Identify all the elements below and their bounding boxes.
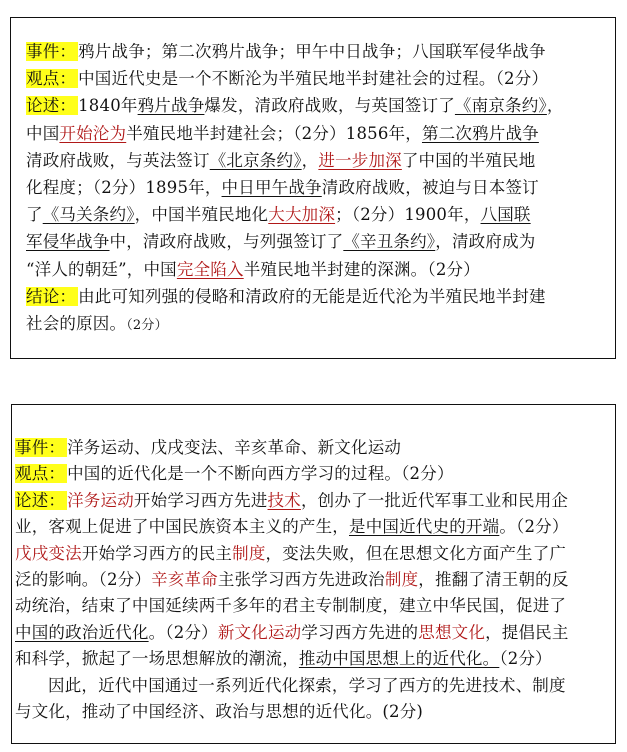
text-segment: 《辛丑条约》	[343, 232, 436, 252]
key-phrase: 洋务运动	[67, 490, 134, 510]
section-label: 论述：	[26, 96, 77, 116]
text-line	[26, 177, 539, 199]
section-label: 结论：	[26, 286, 77, 306]
text-segment: 主张学习西方先进政治	[217, 570, 385, 589]
text-line	[15, 543, 566, 565]
text-segment: 半殖民地半封建的深渊。（2分）	[243, 259, 480, 279]
text-segment: ，推翻了清王朝的反	[418, 570, 569, 589]
text-segment: （2分）	[126, 318, 168, 333]
text-line	[15, 463, 454, 485]
key-phrase: 完全陷入	[176, 259, 244, 279]
text-segment: ，清政府成为	[435, 232, 536, 252]
text-line	[26, 286, 546, 308]
text-segment: 推动中国思想上的近代化。	[298, 649, 500, 669]
text-segment: 1840年	[78, 96, 138, 116]
text-segment: 中国的近代化是一个不断向西方学习的过程。（2分）	[67, 464, 454, 484]
section-label: 观点：	[15, 464, 66, 484]
text-segment: 八国联	[480, 205, 531, 225]
text-segment: 军侵华战争	[26, 232, 110, 252]
key-phrase: 制度	[232, 543, 266, 563]
key-phrase: 制度	[384, 570, 419, 589]
text-segment: 泛的影响。（2分）	[15, 570, 152, 589]
text-segment: ；（2分）1900年，	[335, 205, 481, 225]
key-phrase: 开始沦为	[59, 123, 127, 143]
text-segment: 清政府战败，被迫与日本签订	[321, 178, 539, 197]
text-line	[15, 516, 569, 538]
text-segment: ，	[301, 150, 319, 170]
text-segment: 开始学习西方的民主	[81, 543, 233, 563]
text-segment: 中国近代史是一个不断沦为半殖民地半封建社会的过程。（2分）	[78, 69, 549, 89]
text-segment: 鸦片战争；第二次鸦片战争；甲午中日战争；八国联军侵华战争	[78, 42, 546, 61]
text-segment: 半殖民地半封建社会；（2分）1856年，	[126, 123, 422, 143]
text-segment: 化程度；（2分）1895年，	[26, 178, 222, 197]
text-line	[15, 701, 423, 723]
text-line	[26, 204, 531, 226]
text-segment: 和科学，掀起了一场思想解放的潮流，	[15, 649, 299, 669]
section-label: 观点：	[26, 69, 77, 89]
section-label: 事件：	[26, 42, 77, 61]
key-phrase: 新文化运动	[217, 622, 302, 642]
text-segment: ，	[546, 96, 564, 116]
text-segment: 了中国的半殖民地	[401, 150, 536, 170]
text-segment: 。（2分）	[499, 517, 569, 537]
key-phrase: 进一步加深	[318, 150, 402, 170]
text-line	[15, 569, 569, 591]
text-segment: 中，清政府战败，与列强签订了	[109, 232, 344, 252]
section-label: 事件：	[15, 438, 66, 457]
text-line	[26, 313, 168, 337]
text-segment: 第二次鸦片战争	[421, 123, 539, 143]
key-phrase: 思想文化	[418, 622, 486, 642]
answer-box-opium-wars	[10, 17, 616, 359]
text-segment: 与文化，推动了中国经济、政治与思想的近代化。(2分)	[15, 702, 424, 721]
text-segment: 学习西方先进的	[301, 622, 419, 642]
answer-box-modernization	[11, 404, 616, 744]
text-segment: 业，客观上促进了中国民族资本主义的产生，	[15, 517, 349, 537]
text-segment: 中国	[26, 123, 60, 143]
text-segment: 清政府战败，与英法签订	[26, 150, 210, 170]
text-segment: 洋务运动、戊戌变法、辛亥革命、新文化运动	[67, 438, 402, 457]
key-phrase: 大大加深	[268, 205, 336, 225]
text-segment: 鸦片战争	[137, 96, 205, 116]
text-segment: ，变法失败，但在思想文化方面产生了广	[265, 543, 567, 563]
text-segment: 开始学习西方先进	[133, 490, 268, 510]
text-segment: ，创办了一批近代军事工业和民用企	[300, 490, 569, 510]
text-segment: “洋人的朝廷”，中国	[26, 259, 177, 279]
text-line	[26, 150, 535, 172]
text-segment: 了	[26, 205, 43, 225]
text-line	[15, 437, 401, 459]
text-segment: 动统治，结束了中国延续两千多年的君主专制制度，建立中华民国，促进了	[15, 596, 567, 616]
text-line	[15, 595, 566, 617]
text-segment: （2分）	[499, 649, 552, 669]
text-line	[15, 490, 568, 512]
text-line	[26, 68, 548, 90]
text-line	[15, 622, 569, 644]
text-segment: 中日甲午战争	[221, 178, 322, 197]
text-line	[26, 123, 539, 145]
text-segment: 是中国近代史的开端	[349, 517, 500, 537]
section-label: 论述：	[15, 490, 66, 510]
text-segment: 因此，近代中国通过一系列近代化探索，学习了西方的先进技术、制度	[48, 675, 566, 695]
text-segment: 爆发，清政府战败，与英国签订了	[204, 96, 455, 116]
text-line	[26, 41, 546, 63]
text-segment: 由此可知列强的侵略和清政府的无能是近代沦为半殖民地半封建	[78, 286, 546, 306]
text-segment: 。（2分）	[148, 622, 218, 642]
text-segment: 《南京条约》	[454, 96, 547, 116]
text-line	[26, 231, 535, 253]
key-phrase: 辛亥革命	[151, 570, 218, 589]
text-line	[26, 95, 564, 117]
text-segment: 中国的政治近代化	[15, 622, 149, 642]
text-segment: 《马关条约》	[42, 205, 135, 225]
text-line	[26, 259, 480, 281]
key-phrase: 戊戌变法	[15, 543, 82, 563]
text-segment: 社会的原因。	[26, 314, 127, 333]
key-phrase: 技术	[267, 490, 301, 510]
text-segment: ，中国半殖民地化	[134, 205, 269, 225]
text-segment: 《北京条约》	[209, 150, 302, 170]
text-line	[15, 675, 566, 697]
text-segment: ，提倡民主	[485, 622, 569, 642]
text-line	[15, 648, 552, 670]
